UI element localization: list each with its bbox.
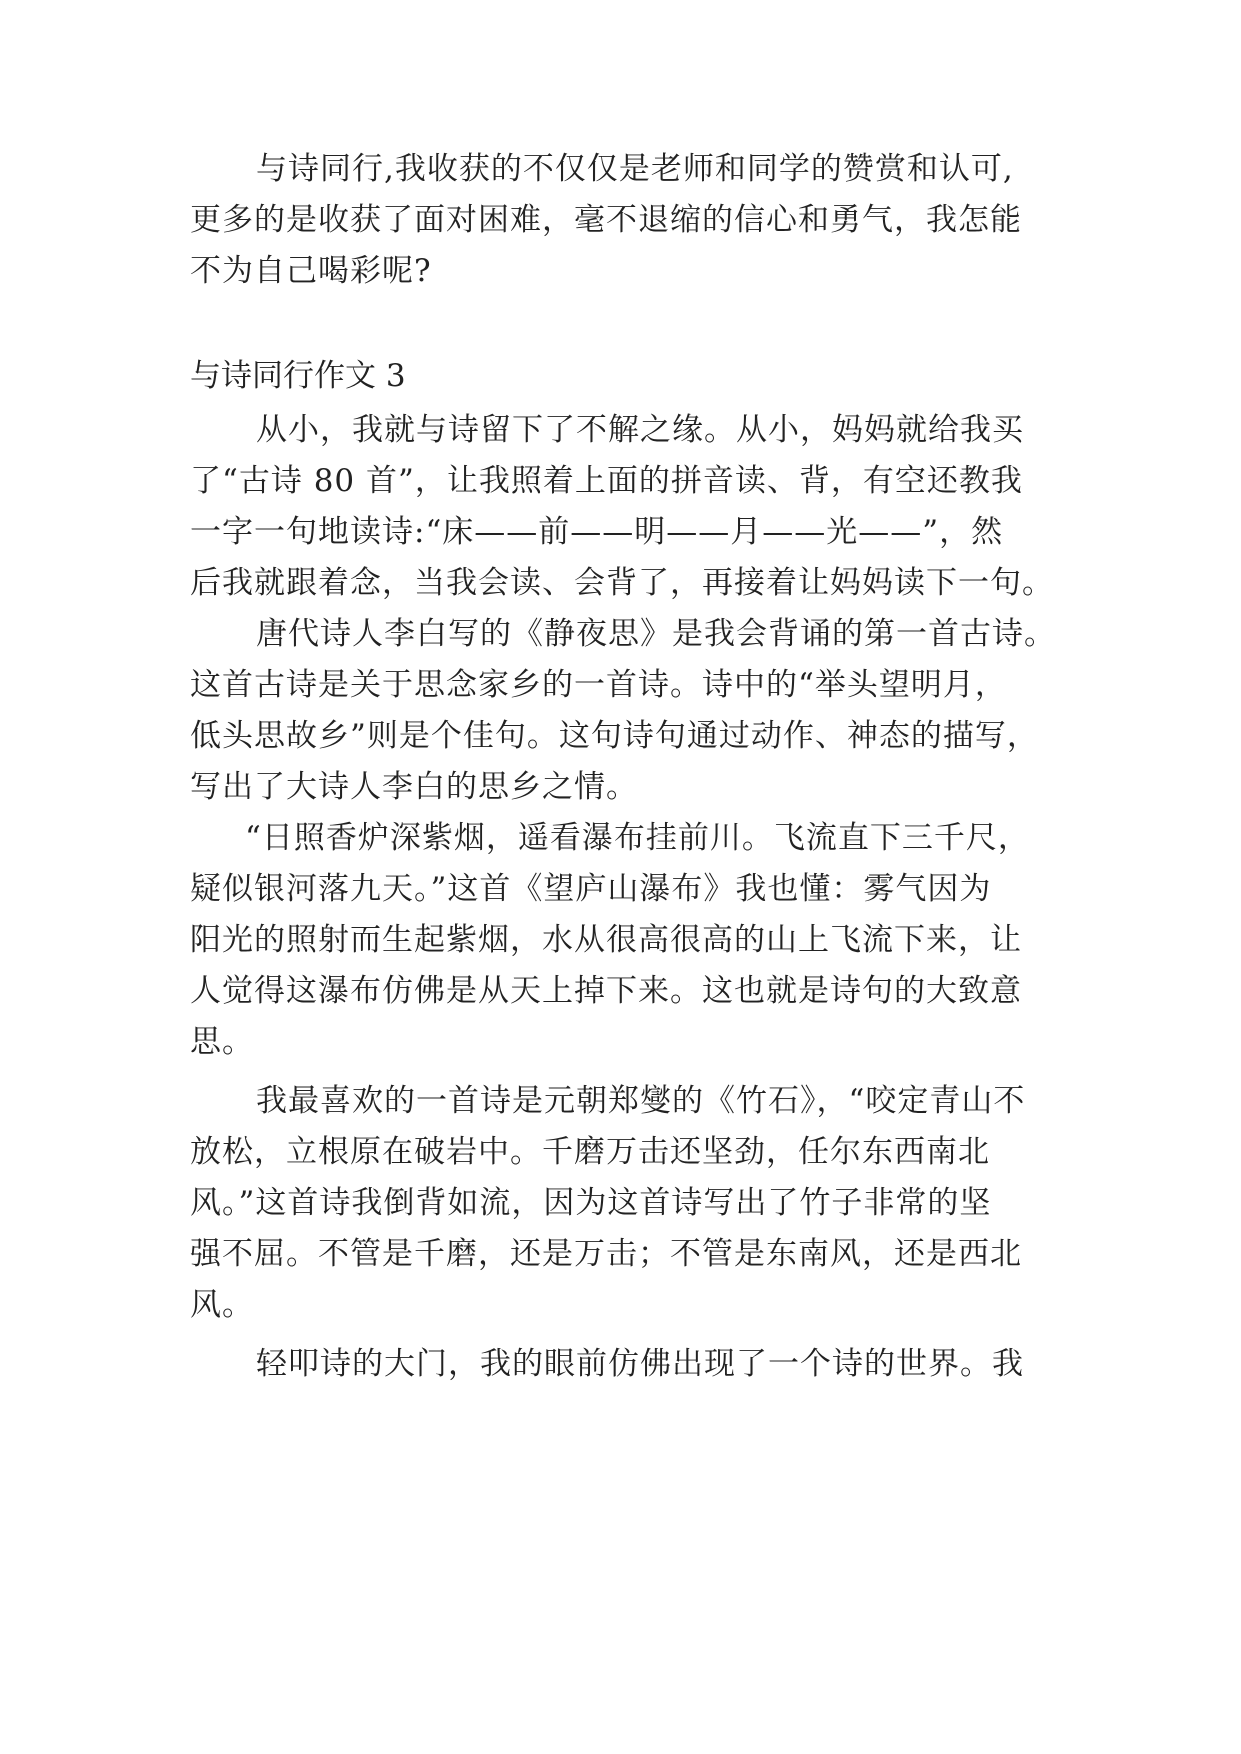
text-line: 人觉得这瀑布仿佛是从天上掉下来。这也就是诗句的大致意 — [190, 973, 1022, 1009]
text-line: 了“古诗 80 首”，让我照着上面的拼音读、背，有空还教我 — [190, 463, 1023, 499]
text-line: 思。 — [190, 1024, 254, 1060]
text-line: 一字一句地读诗:“床——前——明——月——光——”，然 — [190, 514, 1004, 550]
text-line: 低头思故乡”则是个佳句。这句诗句通过动作、神态的描写， — [190, 718, 1039, 754]
text-line: 后我就跟着念，当我会读、会背了，再接着让妈妈读下一句。 — [190, 565, 1054, 601]
section-title: 与诗同行作文 3 — [190, 358, 406, 394]
text-line: 阳光的照射而生起紫烟，水从很高很高的山上飞流下来，让 — [190, 922, 1022, 958]
text-line: 放松，立根原在破岩中。千磨万击还坚劲，任尔东西南北 — [190, 1134, 990, 1170]
text-line: “日照香炉深紫烟，遥看瀑布挂前川。飞流直下三千尺， — [245, 820, 1030, 856]
text-line: 轻叩诗的大门，我的眼前仿佛出现了一个诗的世界。我 — [256, 1346, 1024, 1382]
text-line: 强不屈。不管是千磨，还是万击；不管是东南风，还是西北 — [190, 1236, 1022, 1272]
text-line: 与诗同行,我收获的不仅仅是老师和同学的赞赏和认可, — [256, 151, 1014, 187]
text-line: 疑似银河落九天。”这首《望庐山瀑布》我也懂：雾气因为 — [190, 871, 992, 907]
text-line: 唐代诗人李白写的《静夜思》是我会背诵的第一首古诗。 — [256, 616, 1056, 652]
text-line: 不为自己喝彩呢? — [190, 253, 432, 289]
text-line: 风。 — [190, 1287, 254, 1323]
text-line: 我最喜欢的一首诗是元朝郑燮的《竹石》，“咬定青山不 — [256, 1083, 1026, 1119]
text-line: 从小，我就与诗留下了不解之缘。从小，妈妈就给我买 — [256, 412, 1024, 448]
text-line: 这首古诗是关于思念家乡的一首诗。诗中的“举头望明月， — [190, 667, 1007, 703]
text-line: 更多的是收获了面对困难，毫不退缩的信心和勇气，我怎能 — [190, 202, 1022, 238]
text-line: 风。”这首诗我倒背如流，因为这首诗写出了竹子非常的坚 — [190, 1185, 992, 1221]
text-line: 写出了大诗人李白的思乡之情。 — [190, 769, 638, 805]
